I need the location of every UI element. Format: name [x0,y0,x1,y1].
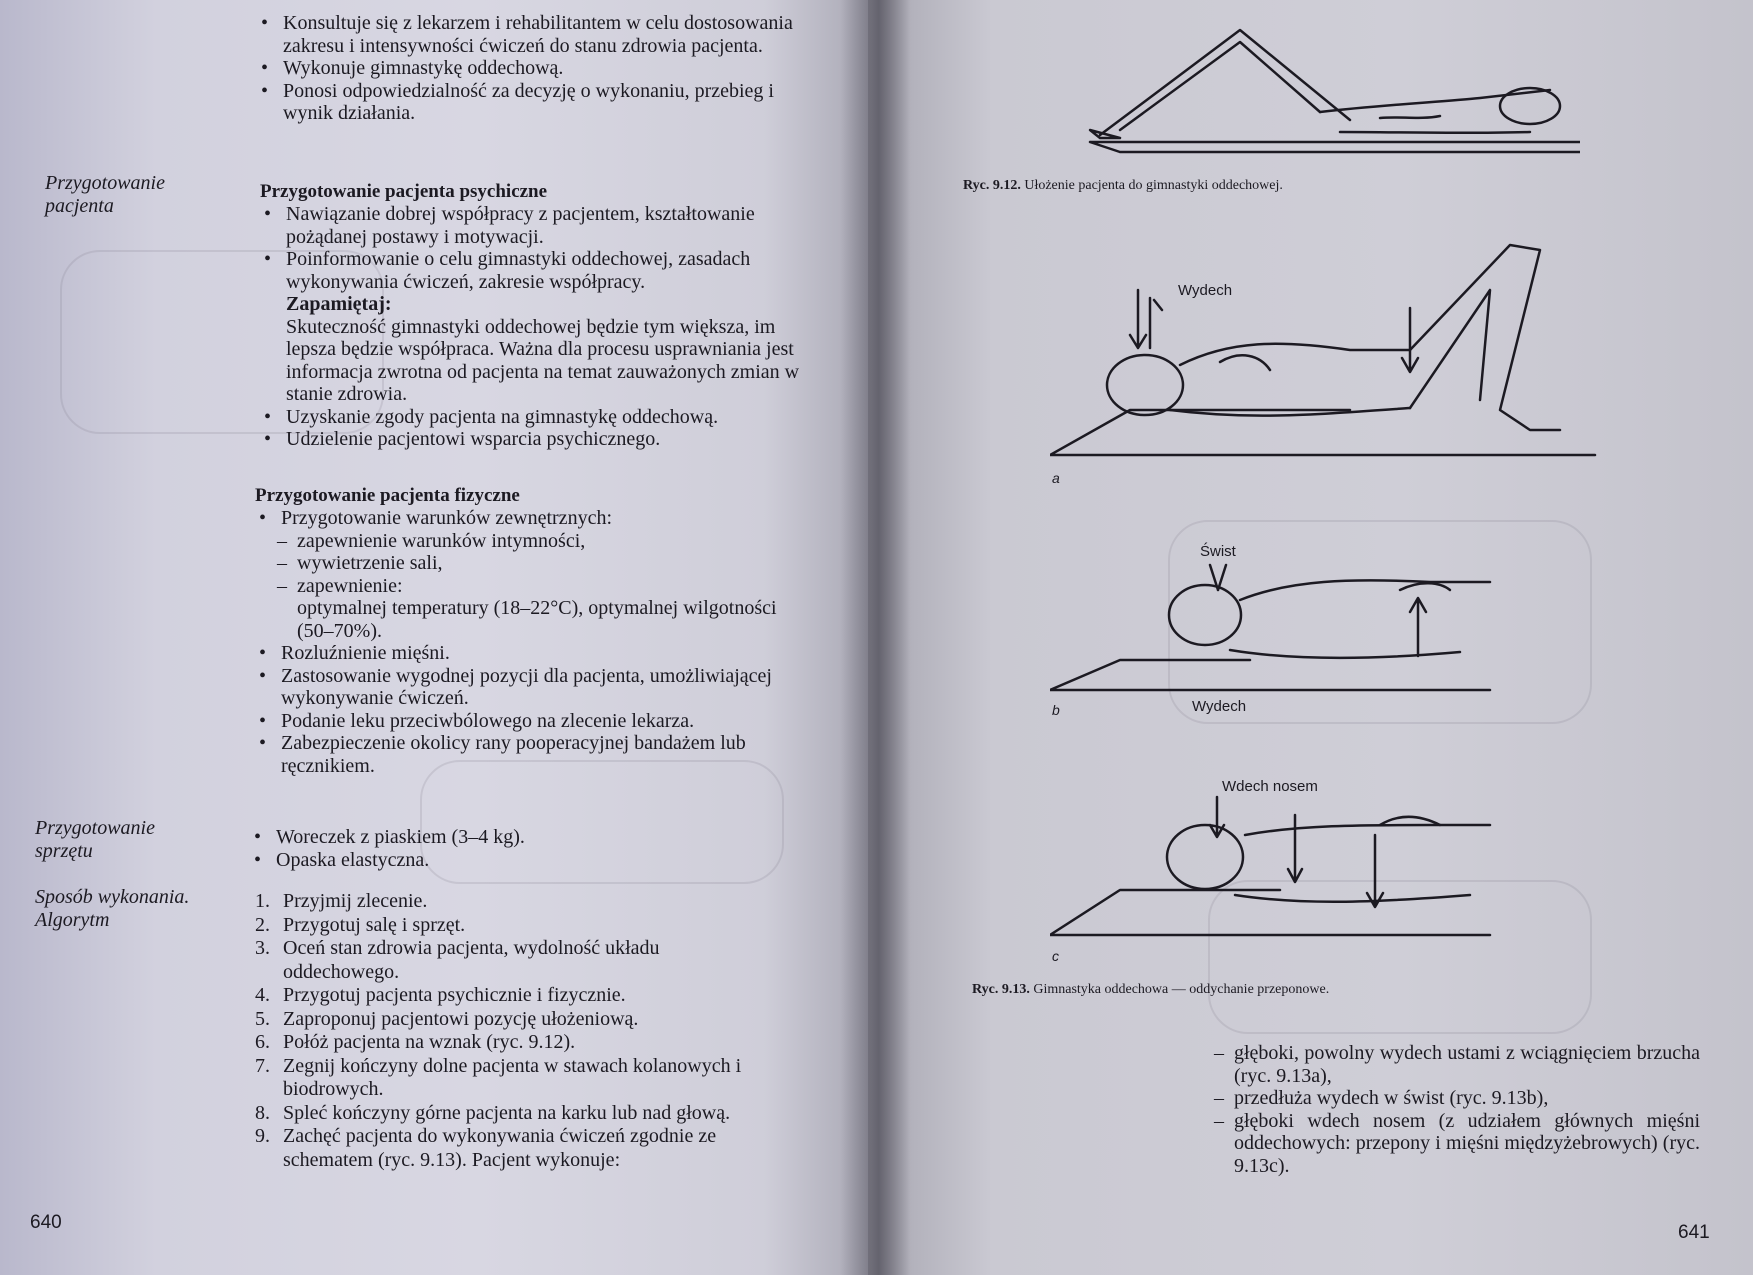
phys-dash-item: wywietrzenie sali, [297,552,443,574]
figure-912-leg-front [1120,42,1320,130]
algorithm-step [255,890,775,914]
exercise-step: głęboki, powolny wydech ustami z wciągnięciem brzucha (ryc. 9.13a), [1234,1042,1700,1087]
figure-912-body-under [1340,132,1530,133]
left-page [0,0,868,1275]
phys-bullet: Podanie leku przeciwbólowego na zlecenie lekarza. [281,709,695,732]
step-number: 2. [255,913,270,936]
algorithm-step [255,1031,775,1055]
page-number-left: 640 [30,1212,62,1233]
figure-913-text: Gimnastyka oddechowa — oddychanie przeponowe. [1033,982,1330,997]
phys-dash-item: zapewnienie warunków intymności, [297,529,586,552]
step-text: Zegnij kończyny dolne pacjenta w stawach kolanowych i biodrowych. [283,1054,742,1100]
figure-913b-torso-under [1230,650,1460,658]
psych-bullet: Nawiązanie dobrej współpracy z pacjentem, kształtowanie pożądanej postawy i motywacji. [286,203,755,248]
figure-913c-illustration [1050,795,1500,945]
figure-912-mat [1090,142,1580,152]
figure-913c-label: Wdech nosem [1222,778,1318,795]
equipment-section: • Woreczek z piaskiem (3–4 kg). • Opaska elastyczna. [254,826,525,871]
step-number: 4. [255,984,270,1006]
book-gutter [840,0,910,1275]
side-label-patient-prep: Przygotowanie pacjenta [45,172,165,217]
phys-bullet: Przygotowanie warunków zewnętrznych: [281,507,612,529]
figure-913b-illustration [1050,560,1500,700]
step-text: Spleć kończyny górne pacjenta na karku lub nad głową. [283,1101,731,1124]
figure-912-arm [1380,116,1440,118]
step-number: 9. [255,1125,270,1147]
remember-block [260,293,800,406]
figure-913c-torso-under [1235,895,1470,902]
figure-913c-inhale-arrows [1210,797,1302,882]
figure-913a-illustration [1050,230,1610,465]
figure-913b-label-top: Świst [1200,543,1236,560]
figure-913b-label-bottom: Wydech [1192,698,1247,715]
psych-bullet: Uzyskanie zgody pacjenta na gimnastykę oddechową. [286,405,719,428]
exercise-steps: – głęboki, powolny wydech ustami z wciągnięciem brzucha (ryc. 9.13a), – przedłuża wydech w świst (ryc. 9.13b), – głęboki wdech nosem (z udziałem głównych mięśni oddechowych: przepony i mięśni międzyżebrowych) (ryc. 9.13c). [1214,1042,1700,1177]
figure-913a-torso [1180,344,1410,365]
algorithm-step [255,1102,775,1126]
psych-bullet: Poinformowanie o celu gimnastyki oddechowej, zasadach wykonywania ćwiczeń, zakresie współpracy. [286,248,751,293]
figure-913b-belly-arrow [1410,598,1426,656]
algorithm-step [255,914,775,938]
phys-dash-item: zapewnienie: [297,574,403,597]
figure-913b-torso [1240,580,1490,600]
step-text: Zaproponuj pacjentowi pozycję ułożeniową. [283,1007,639,1030]
algorithm-step [255,937,775,984]
step-number: 1. [255,890,270,912]
phys-bullet: Zabezpieczenie okolicy rany pooperacyjnej bandażem lub ręcznikiem. [281,732,746,777]
phys-bullet: Zastosowanie wygodnej pozycji dla pacjenta, umożliwiającej wykonywanie ćwiczeń. [281,664,772,709]
remember-text: Skuteczność gimnastyki oddechowej będzie tym większa, im lepsza będzie współpraca. Ważna dla procesu usprawniania jest informacja zwrotna od pacjenta na temat zauważonych zmian w stanie zdrowia. [286,315,800,405]
figure-912-illustration [1080,20,1580,160]
figure-913b-mat [1050,660,1490,690]
psych-bullet: Udzielenie pacjentowi wsparcia psychicznego. [286,428,661,450]
psych-heading: Przygotowanie pacjenta psychiczne [260,181,548,202]
intro-bullet: Wykonuje gimnastykę oddechową. [283,57,564,79]
step-number: 6. [255,1031,270,1053]
phys-prep-section: Przygotowanie pacjenta fizyczne • Przygotowanie warunków zewnętrznych: – zapewnienie warunków intymności, – wywietrzenie sali, – zapewnienie: optymalnej temperatury (18–22°C), optymalnej wilgotności (50–70%). • Rozluźnienie mięśni. • Zastosowanie wygodnej pozycji dla pacjenta, umożliwiającej wykonywanie ćwiczeń. • Podanie leku przeciwbólowego na zlecenie lekarza. • Zabezpieczenie okolicy rany pooperacyjnej bandażem lub ręcznikiem. [255,484,795,777]
figure-912-text: Ułożenie pacjenta do gimnastyki oddechowej. [1024,178,1283,193]
phys-dash-continuation: optymalnej temperatury (18–22°C), optymalnej wilgotności (50–70%). [297,597,777,642]
figure-913a-belly-arrow [1402,308,1418,372]
algorithm-step [255,1125,775,1172]
phys-heading: Przygotowanie pacjenta fizyczne [255,485,520,506]
figure-912-caption [963,178,1463,194]
algorithm-step [255,984,775,1008]
figure-913b-letter: b [1052,702,1060,718]
phys-bullet: Rozluźnienie mięśni. [281,642,450,664]
psych-prep-section: Przygotowanie pacjenta psychiczne • Nawiązanie dobrej współpracy z pacjentem, kształtowanie pożądanej postawy i motywacji. • Poinformowanie o celu gimnastyki oddechowej, zasadach wykonywania ćwiczeń, zakresie współpracy. Zapamiętaj: Skuteczność gimnastyki oddechowej będzie tym większa, im lepsza będzie współpraca. Ważna dla procesu usprawniania jest informacja zwrotna od pacjenta na temat zauważonych zmian w stanie zdrowia. • Uzyskanie zgody pacjenta na gimnastykę oddechową. • Udzielenie pacjentowi wsparcia psychicznego. [260,181,800,450]
figure-913a-mat [1050,410,1595,455]
step-text: Przygotuj pacjenta psychicznie i fizycznie. [283,984,626,1006]
figure-913a-hand [1220,355,1270,370]
figure-913b-head [1169,585,1241,645]
figure-913c-head [1167,825,1243,889]
step-text: Przyjmij zlecenie. [283,890,428,912]
figure-912-body [1320,90,1550,112]
side-label-method: Sposób wykonania. Algorytm [35,886,190,931]
figure-913a-label: Wydech [1178,282,1233,299]
step-number: 7. [255,1054,270,1077]
figure-913c-torso [1245,825,1490,835]
figure-913b-hand [1400,583,1450,590]
step-number: 3. [255,937,270,959]
step-text: Połóż pacjenta na wznak (ryc. 9.12). [283,1031,576,1053]
equipment-bullet: Woreczek z piaskiem (3–4 kg). [276,826,525,848]
figure-913c-letter: c [1052,948,1059,964]
figure-913-label: Ryc. 9.13. [972,982,1030,997]
step-number: 5. [255,1007,270,1030]
algorithm-step [255,1055,775,1102]
figure-913-caption [972,982,1492,998]
step-text: Oceń stan zdrowia pacjenta, wydolność układu oddechowego. [283,937,660,983]
intro-bullets: • Konsultuje się z lekarzem i rehabilitantem w celu dostosowania zakresu i intensywności ćwiczeń do stanu zdrowia pacjenta. • Wykonuje gimnastykę oddechową. • Ponosi odpowiedzialność za decyzję o wykonaniu, przebieg i wynik działania. [261,12,793,124]
algorithm-steps [255,890,775,1172]
figure-913c-mat [1050,890,1490,935]
step-text: Przygotuj salę i sprzęt. [283,913,466,936]
page-number-right: 641 [1678,1222,1710,1243]
figure-913c-belly-arrow [1367,835,1383,907]
step-number: 8. [255,1101,270,1124]
equipment-bullet: Opaska elastyczna. [276,848,430,871]
step-text: Zachęć pacjenta do wykonywania ćwiczeń zgodnie ze schematem (ryc. 9.13). Pacjent wykonuje: [283,1125,717,1171]
exercise-step: głęboki wdech nosem (z udziałem głównych mięśni oddechowych: przepony i mięśni międzyżebrowych) (ryc. 9.13c). [1234,1109,1700,1177]
figure-913a-letter: a [1052,470,1060,486]
intro-bullet: Konsultuje się z lekarzem i rehabilitantem w celu dostosowania zakresu i intensywności ćwiczeń do stanu zdrowia pacjenta. [283,12,793,57]
algorithm-step [255,1008,775,1032]
intro-bullet: Ponosi odpowiedzialność za decyzję o wykonaniu, przebieg i wynik działania. [283,79,774,124]
side-label-equipment: Przygotowanie sprzętu [35,817,155,862]
figure-913a-head [1107,355,1183,415]
figure-912-leg [1100,30,1350,135]
exercise-step: przedłuża wydech w świst (ryc. 9.13b), [1234,1087,1549,1109]
figure-913a-exhale-arrows [1130,290,1162,348]
figure-912-label: Ryc. 9.12. [963,178,1021,193]
remember-label: Zapamiętaj: [286,293,392,315]
